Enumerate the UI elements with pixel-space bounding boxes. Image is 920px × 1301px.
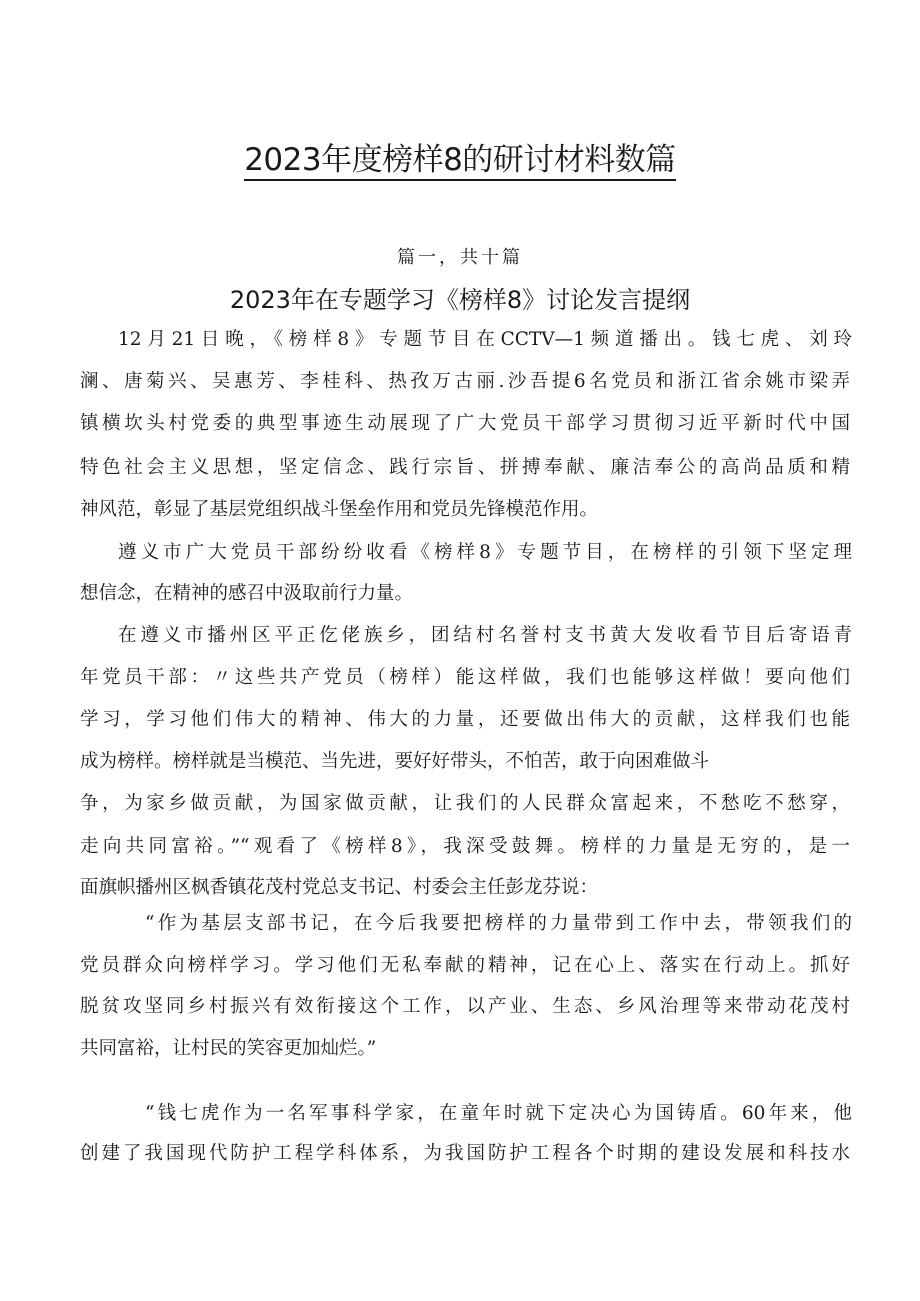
page-title-text: 2023年度榜样8的研讨材料数篇	[244, 142, 676, 181]
paragraph-line: 走向共同富裕。”“观看了《榜样8》，我深受鼓舞。榜样的力量是无穷的，是一	[80, 836, 850, 857]
paragraph-line: 特色社会主义思想，坚定信念、践行宗旨、拼搏奉献、廉洁奉公的高尚品质和精	[80, 457, 850, 478]
paragraph-line: 12月21日晚，《榜样8》专题节目在CCTV—1频道播出。钱七虎、刘玲	[118, 329, 852, 350]
paragraph-line: 学习，学习他们伟大的精神、伟大的力量，还要做出伟大的贡献，这样我们也能	[80, 709, 850, 730]
paragraph-line: 澜、唐菊兴、吴惠芳、李桂科、热孜万古丽.沙吾提6名党员和浙江省余姚市梁弄	[80, 371, 850, 392]
quote-line: 共同富裕，让村民的笑容更加灿烂。”	[80, 1038, 377, 1059]
paragraph-line: 成为榜样。榜样就是当模范、当先进，要好好带头，不怕苦，敢于向困难做斗	[80, 751, 710, 772]
page-title	[0, 140, 920, 180]
paragraph-line: 创建了我国现代防护工程学科体系，为我国防护工程各个时期的建设发展和科技水	[80, 1143, 850, 1164]
paragraph-line: 神风范，彰显了基层党组织战斗堡垒作用和党员先锋模范作用。	[80, 499, 599, 520]
paragraph-line: 遵义市广大党员干部纷纷收看《榜样8》专题节目，在榜样的引领下坚定理	[118, 542, 852, 563]
paragraph-line: “钱七虎作为一名军事科学家，在童年时就下定决心为国铸盾。60年来，他	[145, 1103, 852, 1124]
section-label: 篇一，共十篇	[397, 247, 523, 268]
paragraph-line: 年党员干部：〃这些共产党员（榜样）能这样做，我们也能够这样做！要向他们	[80, 667, 850, 688]
quote-line: 党员群众向榜样学习。学习他们无私奉献的精神，记在心上、落实在行动上。抓好	[80, 955, 850, 976]
paragraph-line: 在遵义市播州区平正仡佬族乡，团结村名誉村支书黄大发收看节目后寄语青	[118, 625, 852, 646]
quote-line: 脱贫攻坚同乡村振兴有效衔接这个工作，以产业、生态、乡风治理等来带动花茂村	[80, 996, 850, 1017]
paragraph-line: 镇横坎头村党委的典型事迹生动展现了广大党员干部学习贯彻习近平新时代中国	[80, 413, 850, 434]
quote-line: “作为基层支部书记，在今后我要把榜样的力量带到工作中去，带领我们的	[145, 913, 852, 934]
article-subtitle: 2023年在专题学习《榜样8》讨论发言提纲	[229, 286, 691, 314]
paragraph-line: 想信念，在精神的感召中汲取前行力量。	[80, 583, 414, 604]
paragraph-line: 争，为家乡做贡献，为国家做贡献，让我们的人民群众富起来，不愁吃不愁穿，	[80, 793, 850, 814]
paragraph-line: 面旗帜播州区枫香镇花茂村党总支书记、村委会主任彭龙芬说：	[80, 877, 599, 898]
